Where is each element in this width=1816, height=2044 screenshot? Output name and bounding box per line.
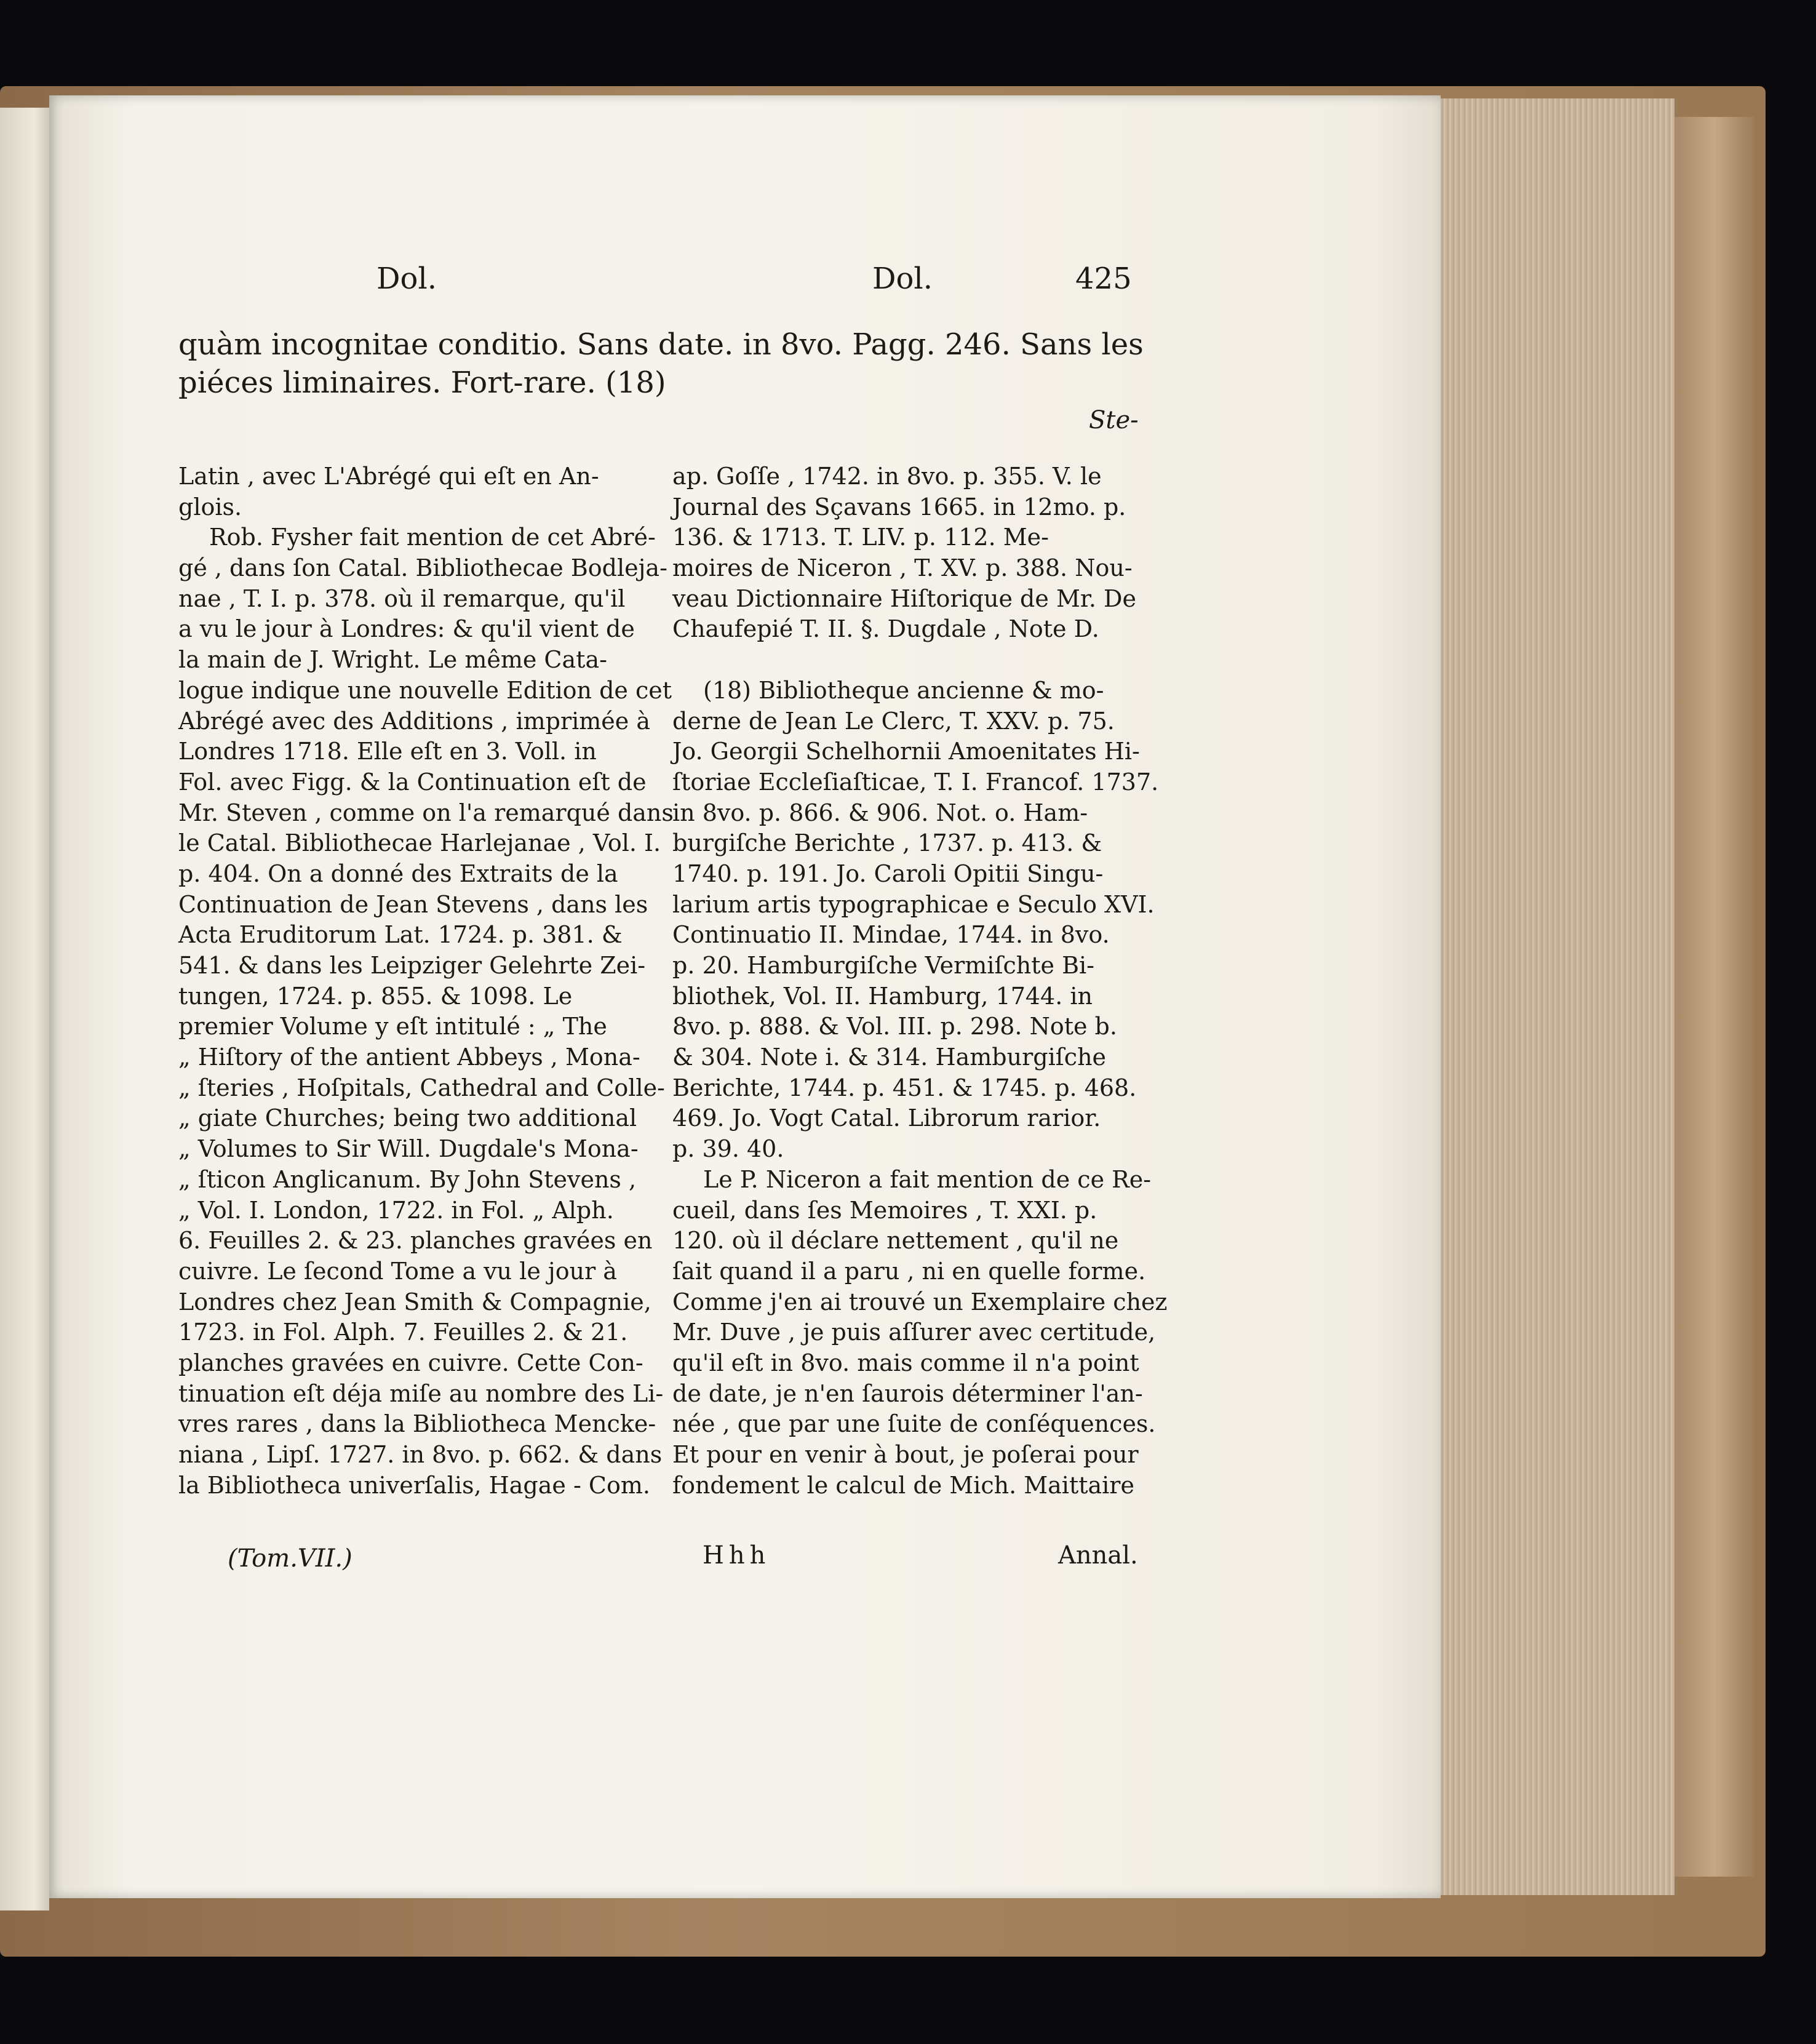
left-column-line: Acta Eruditorum Lat. 1724. p. 381. &: [178, 921, 623, 949]
lead-line-1: quàm incognitae conditio. Sans date. in 8vo. Pagg. 246. Sans les: [178, 327, 1144, 362]
catchword-top: Ste-: [1089, 406, 1139, 434]
left-column-line: Londres chez Jean Smith & Compagnie,: [178, 1288, 651, 1315]
volume-signature: (Tom.VII.): [228, 1544, 352, 1573]
left-column-line: gé , dans ſon Catal. Bibliothecae Bodleja-: [178, 554, 667, 582]
left-column-line: nae , T. I. p. 378. où il remarque, qu'il: [178, 585, 626, 612]
right-column-line: Comme j'en ai trouvé un Exemplaire chez: [672, 1288, 1168, 1315]
right-column-line: Mr. Duve , je puis aſſurer avec certitude,: [672, 1319, 1156, 1346]
left-column-line: Continuation de Jean Stevens , dans les: [178, 890, 648, 918]
left-column-line: logue indique une nouvelle Edition de cet: [178, 676, 672, 704]
right-column-line: & 304. Note i. & 314. Hamburgiſche: [672, 1044, 1107, 1071]
right-column-line: née , que par une ſuite de conſéquences.: [672, 1410, 1156, 1438]
left-column-line: Latin , avec L'Abrégé qui eſt en An-: [178, 463, 599, 490]
left-column-line: „ ſteries , Hoſpitals, Cathedral and Colle-: [178, 1074, 665, 1101]
running-head-left: Dol.: [376, 261, 437, 296]
right-column-line: qu'il eſt in 8vo. mais comme il n'a point: [672, 1349, 1139, 1376]
left-column-line: cuivre. Le ſecond Tome a vu le jour à: [178, 1257, 617, 1285]
left-column-line: la main de J. Wright. Le même Cata-: [178, 646, 607, 674]
left-column-line: 6. Feuilles 2. & 23. planches gravées en: [178, 1227, 653, 1255]
right-column-line: derne de Jean Le Clerc, T. XXV. p. 75.: [672, 707, 1115, 735]
right-column-line: [672, 645, 1140, 676]
left-column-line: „ Volumes to Sir Will. Dugdale's Mona-: [178, 1135, 639, 1163]
right-column-line: Chaufepié T. II. §. Dugdale , Note D.: [672, 615, 1099, 643]
page-number: 425: [1075, 261, 1132, 296]
left-column-line: Abrégé avec des Additions , imprimée à: [178, 707, 651, 735]
left-column-line: vres rares , dans la Bibliotheca Mencke-: [178, 1410, 656, 1438]
right-column-line: in 8vo. p. 866. & 906. Not. o. Ham-: [672, 799, 1088, 826]
left-column-line: tungen, 1724. p. 855. & 1098. Le: [178, 982, 573, 1010]
left-column-line: „ Hiſtory of the antient Abbeys , Mona-: [178, 1044, 640, 1071]
left-column-line: planches gravées en cuivre. Cette Con-: [178, 1349, 643, 1376]
right-column-line: bliothek, Vol. II. Hamburg, 1744. in: [672, 982, 1093, 1010]
left-page-edge: [0, 108, 49, 1910]
right-column-line: larium artis typographicae e Seculo XVI.: [672, 890, 1155, 918]
right-column-line: ſtoriae Eccleſiaſticae, T. I. Francof. 1737.: [672, 768, 1159, 796]
running-head-center: Dol.: [872, 261, 933, 296]
right-column-line: Et pour en venir à bout, je poſerai pour: [672, 1441, 1139, 1468]
left-column-line: a vu le jour à Londres: & qu'il vient de: [178, 615, 635, 643]
right-column-line: p. 20. Hamburgiſche Vermiſchte Bi-: [672, 952, 1095, 979]
right-column-line: 469. Jo. Vogt Catal. Librorum rarior.: [672, 1104, 1101, 1132]
left-column-line: „ giate Churches; being two additional: [178, 1104, 637, 1132]
page-fore-edge: [1441, 98, 1675, 1895]
right-column-line: 8vo. p. 888. & Vol. III. p. 298. Note b.: [672, 1013, 1117, 1040]
left-column-line: 1723. in Fol. Alph. 7. Feuilles 2. & 21.: [178, 1319, 628, 1346]
left-column-line: „ Vol. I. London, 1722. in Fol. „ Alph.: [178, 1196, 614, 1224]
left-column-line: Fol. avec Figg. & la Continuation eſt de: [178, 768, 647, 796]
left-column-line: Rob. Fysher fait mention de cet Abré-: [209, 524, 656, 551]
right-column-line: 120. où il déclare nettement , qu'il ne: [672, 1227, 1119, 1255]
right-column-line: ſait quand il a paru , ni en quelle forme.: [672, 1257, 1146, 1285]
left-column-line: premier Volume y eſt intitulé : „ The: [178, 1013, 607, 1040]
left-column-line: tinuation eſt déja miſe au nombre des Li-: [178, 1379, 664, 1407]
right-column-line: de date, je n'en ſaurois déterminer l'an-: [672, 1379, 1143, 1407]
left-column-line: le Catal. Bibliothecae Harlejanae , Vol. I.: [178, 829, 661, 857]
right-column-line: Jo. Georgii Schelhornii Amoenitates Hi-: [672, 738, 1140, 765]
left-column-line: p. 404. On a donné des Extraits de la: [178, 860, 618, 887]
left-column-line: 541. & dans les Leipziger Gelehrte Zei-: [178, 952, 646, 979]
right-column: [672, 461, 1168, 1501]
right-column-line: Journal des Sçavans 1665. in 12mo. p.: [672, 493, 1126, 521]
right-column-line: cueil, dans ſes Memoires , T. XXI. p.: [672, 1196, 1097, 1224]
right-column-line: Berichte, 1744. p. 451. & 1745. p. 468.: [672, 1074, 1137, 1101]
catchword-bottom: Annal.: [1058, 1541, 1138, 1570]
right-column-line: fondement le calcul de Mich. Maittaire: [672, 1471, 1134, 1499]
right-column-line: p. 39. 40.: [672, 1135, 784, 1163]
lead-line-2: piéces liminaires. Fort-rare. (18): [178, 365, 666, 400]
right-column-line: (18) Bibliotheque ancienne & mo-: [703, 676, 1104, 704]
right-column-line: 1740. p. 191. Jo. Caroli Opitii Singu-: [672, 860, 1104, 887]
left-column-line: la Bibliotheca univerſalis, Hagae - Com.: [178, 1471, 650, 1499]
left-column-line: Mr. Steven , comme on l'a remarqué dans: [178, 799, 674, 826]
left-column-line: „ ſticon Anglicanum. By John Stevens ,: [178, 1165, 637, 1193]
left-column-line: glois.: [178, 493, 242, 521]
right-column-line: 136. & 1713. T. LIV. p. 112. Me-: [672, 524, 1049, 551]
right-column-line: burgiſche Berichte , 1737. p. 413. &: [672, 829, 1102, 857]
left-column-line: Londres 1718. Elle eſt en 3. Voll. in: [178, 738, 597, 765]
right-column-line: veau Dictionnaire Hiſtorique de Mr. De: [672, 585, 1136, 612]
left-column-line: niana , Lipſ. 1727. in 8vo. p. 662. & dans: [178, 1441, 663, 1468]
cover-edge: [1675, 117, 1754, 1877]
right-column-line: moires de Niceron , T. XV. p. 388. Nou-: [672, 554, 1133, 582]
right-column-line: Le P. Niceron a fait mention de ce Re-: [703, 1165, 1152, 1193]
right-column-line: ap. Goſſe , 1742. in 8vo. p. 355. V. le: [672, 463, 1102, 490]
left-column: [178, 461, 674, 1501]
right-column-line: Continuatio II. Mindae, 1744. in 8vo.: [672, 921, 1110, 949]
gathering-signature: Hhh: [703, 1541, 771, 1570]
